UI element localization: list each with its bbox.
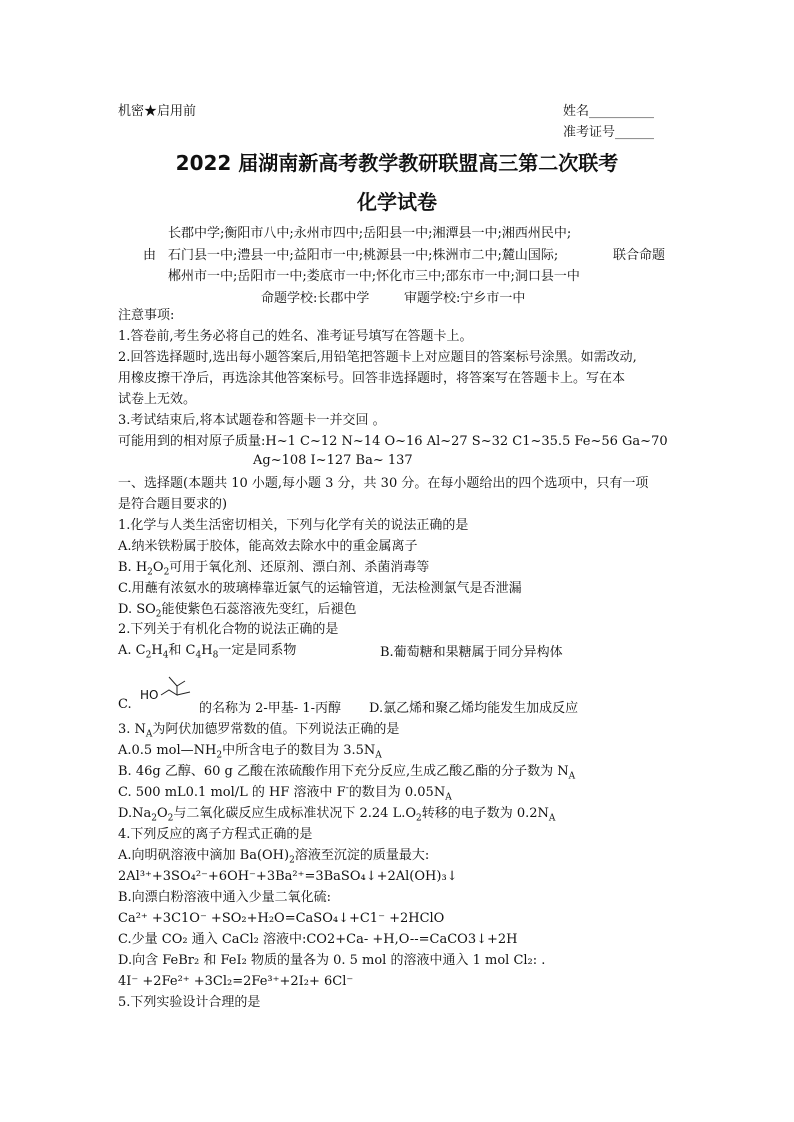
q1-option-d: D. $SO_2$能使紫色石蕊溶液先变红，后褪色 (118, 602, 357, 620)
q4-stem: 4.下列反应的离子方程式正确的是 (118, 827, 313, 842)
confidential-label: 机密★启用前 (118, 104, 197, 119)
note-2c: 试卷上无效。 (118, 392, 197, 407)
q2-skeletal-structure-icon (160, 672, 194, 698)
q3-option-c: C. 500 mL0.1 mol/L 的 HF 溶液中 F-的数目为 $0.05N_A$ (118, 783, 452, 803)
q2-structure-ho: HO (140, 688, 159, 702)
q3-stem: 3. $N_A$为阿伏加德罗常数的值。下列说法正确的是 (118, 722, 400, 740)
q2-option-c-text: 的名称为 2-甲基- 1-丙醇 (199, 701, 341, 716)
name-field[interactable] (563, 100, 654, 119)
q3-option-b: B. 46g 乙醇、60 g 乙酸在浓硫酸作用下充分反应,生成乙酸乙酯的分子数为 $N_A$ (118, 764, 576, 782)
schools-line-2: 石门县一中;澧县一中;益阳市一中;桃源县一中;株洲市二中;麓山国际; (168, 248, 559, 263)
q4-option-a: A.向明矾溶液中滴加 $Ba(OH)_2$溶液至沉淀的质量最大: (118, 848, 430, 866)
q4-option-a-equation: 2Al³⁺+3SO₄²⁻+6OH⁻+3Ba²⁺=3BaSO₄↓+2Al(OH)₃↓ (118, 869, 458, 884)
q1-option-c: C.用蘸有浓氨水的玻璃棒靠近氯气的运输管道，无法检测氯气是否泄漏 (118, 581, 522, 596)
q2-stem: 2.下列关于有机化合物的说法正确的是 (118, 622, 339, 637)
q2-option-b: B.葡萄糖和果糖属于同分异构体 (380, 645, 563, 660)
q2-option-c-label: C. (118, 697, 132, 712)
q2-option-d: D.氯乙烯和聚乙烯均能发生加成反应 (369, 701, 579, 716)
atomic-mass-line-1: 可能用到的相对原子质量:H~1 C~12 N~14 O~16 Al~27 S~32 C1~35.5 Fe~56 Ga~70 (118, 434, 668, 449)
note-2a: 2.回答选择题时,选出每小题答案后,用铅笔把答题卡上对应题目的答案标号涂黑。如需改动, (118, 350, 637, 365)
atomic-mass-line-2: Ag~108 I~127 Ba~ 137 (253, 453, 413, 468)
note-2b: 用橡皮擦干净后，再选涂其他答案标号。回答非选择题时，将答案写在答题卡上。写在本 (118, 371, 626, 386)
q4-option-d-equation: 4I⁻ +2Fe²⁺ +3Cl₂=2Fe³⁺+2I₂+ 6Cl⁻ (118, 974, 354, 989)
note-3: 3.考试结束后,将本试题卷和答题卡一并交回 。 (118, 413, 386, 428)
exam-number-field[interactable] (563, 121, 654, 140)
schools-line-3: 郴州市一中;岳阳市一中;娄底市一中;怀化市三中;邵东市一中;洞口县一中 (168, 269, 580, 284)
q3-option-d: $D.Na_2O_2$与二氧化碳反应生成标准状况下 2.24 $L.O_2$转移的电子数为 $0.2N_A$ (118, 806, 556, 824)
exam-number-label: 准考证号 (563, 125, 616, 140)
name-label: 姓名 (563, 104, 590, 119)
exam-subtitle: 化学试卷 (357, 190, 437, 214)
notes-heading: 注意事项: (118, 308, 175, 323)
section-heading-a: 一、选择题(本题共 10 小题,每小题 3 分，共 30 分。在每小题给出的四个选项中，只有一项 (118, 476, 649, 491)
q1-stem: 1.化学与人类生活密切相关，下列与化学有关的说法正确的是 (118, 518, 469, 533)
q3-option-a: A.0.5 $mol—NH_2$中所含电子的数目为 $3.5N_A$ (118, 743, 382, 761)
q4-option-d: D.向含 FeBr₂ 和 FeI₂ 物质的量各为 0. 5 mol 的溶液中通入 1 mol Cl₂: . (118, 953, 546, 968)
q4-option-b-equation: Ca²⁺ +3C1O⁻ +SO₂+H₂O=CaSO₄↓+C1⁻ +2HClO (118, 911, 445, 926)
schools-by: 由 (143, 248, 157, 263)
section-heading-b: 是符合题目要求的) (118, 497, 228, 512)
proposer-school: 命题学校:长郡中学 (261, 291, 370, 306)
q4-option-c: C.少量 CO₂ 通入 CaCl₂ 溶液中:CO2+Ca- +H,O--=CaCO3↓+2H (118, 932, 518, 947)
q2-option-a: A. $C_2H_4$和 $C_4H_8$一定是同系物 (118, 643, 297, 661)
schools-line-1: 长郡中学;衡阳市八中;永州市四中;岳阳县一中;湘潭县一中;湘西州民中; (168, 226, 572, 241)
exam-title: 2022 届湖南新高考教学教研联盟高三第二次联考 (175, 151, 619, 175)
note-1: 1.答卷前,考生务必将自己的姓名、准考证号填写在答题卡上。 (118, 329, 473, 344)
name-blank[interactable]: __________ (589, 104, 655, 119)
q5-stem: 5.下列实验设计合理的是 (118, 995, 261, 1010)
q1-option-b: B. $H_2O_2$可用于氧化剂、还原剂、漂白剂、杀菌消毒等 (118, 560, 430, 578)
joint-label: 联合命题 (613, 248, 666, 263)
exam-number-blank[interactable]: ______ (615, 125, 655, 140)
q4-option-b: B.向漂白粉溶液中通入少量二氧化硫: (118, 890, 332, 905)
q1-option-a: A.纳米铁粉属于胶体，能高效去除水中的重金属离子 (118, 539, 418, 554)
reviewer-school: 审题学校:宁乡市一中 (404, 291, 526, 306)
